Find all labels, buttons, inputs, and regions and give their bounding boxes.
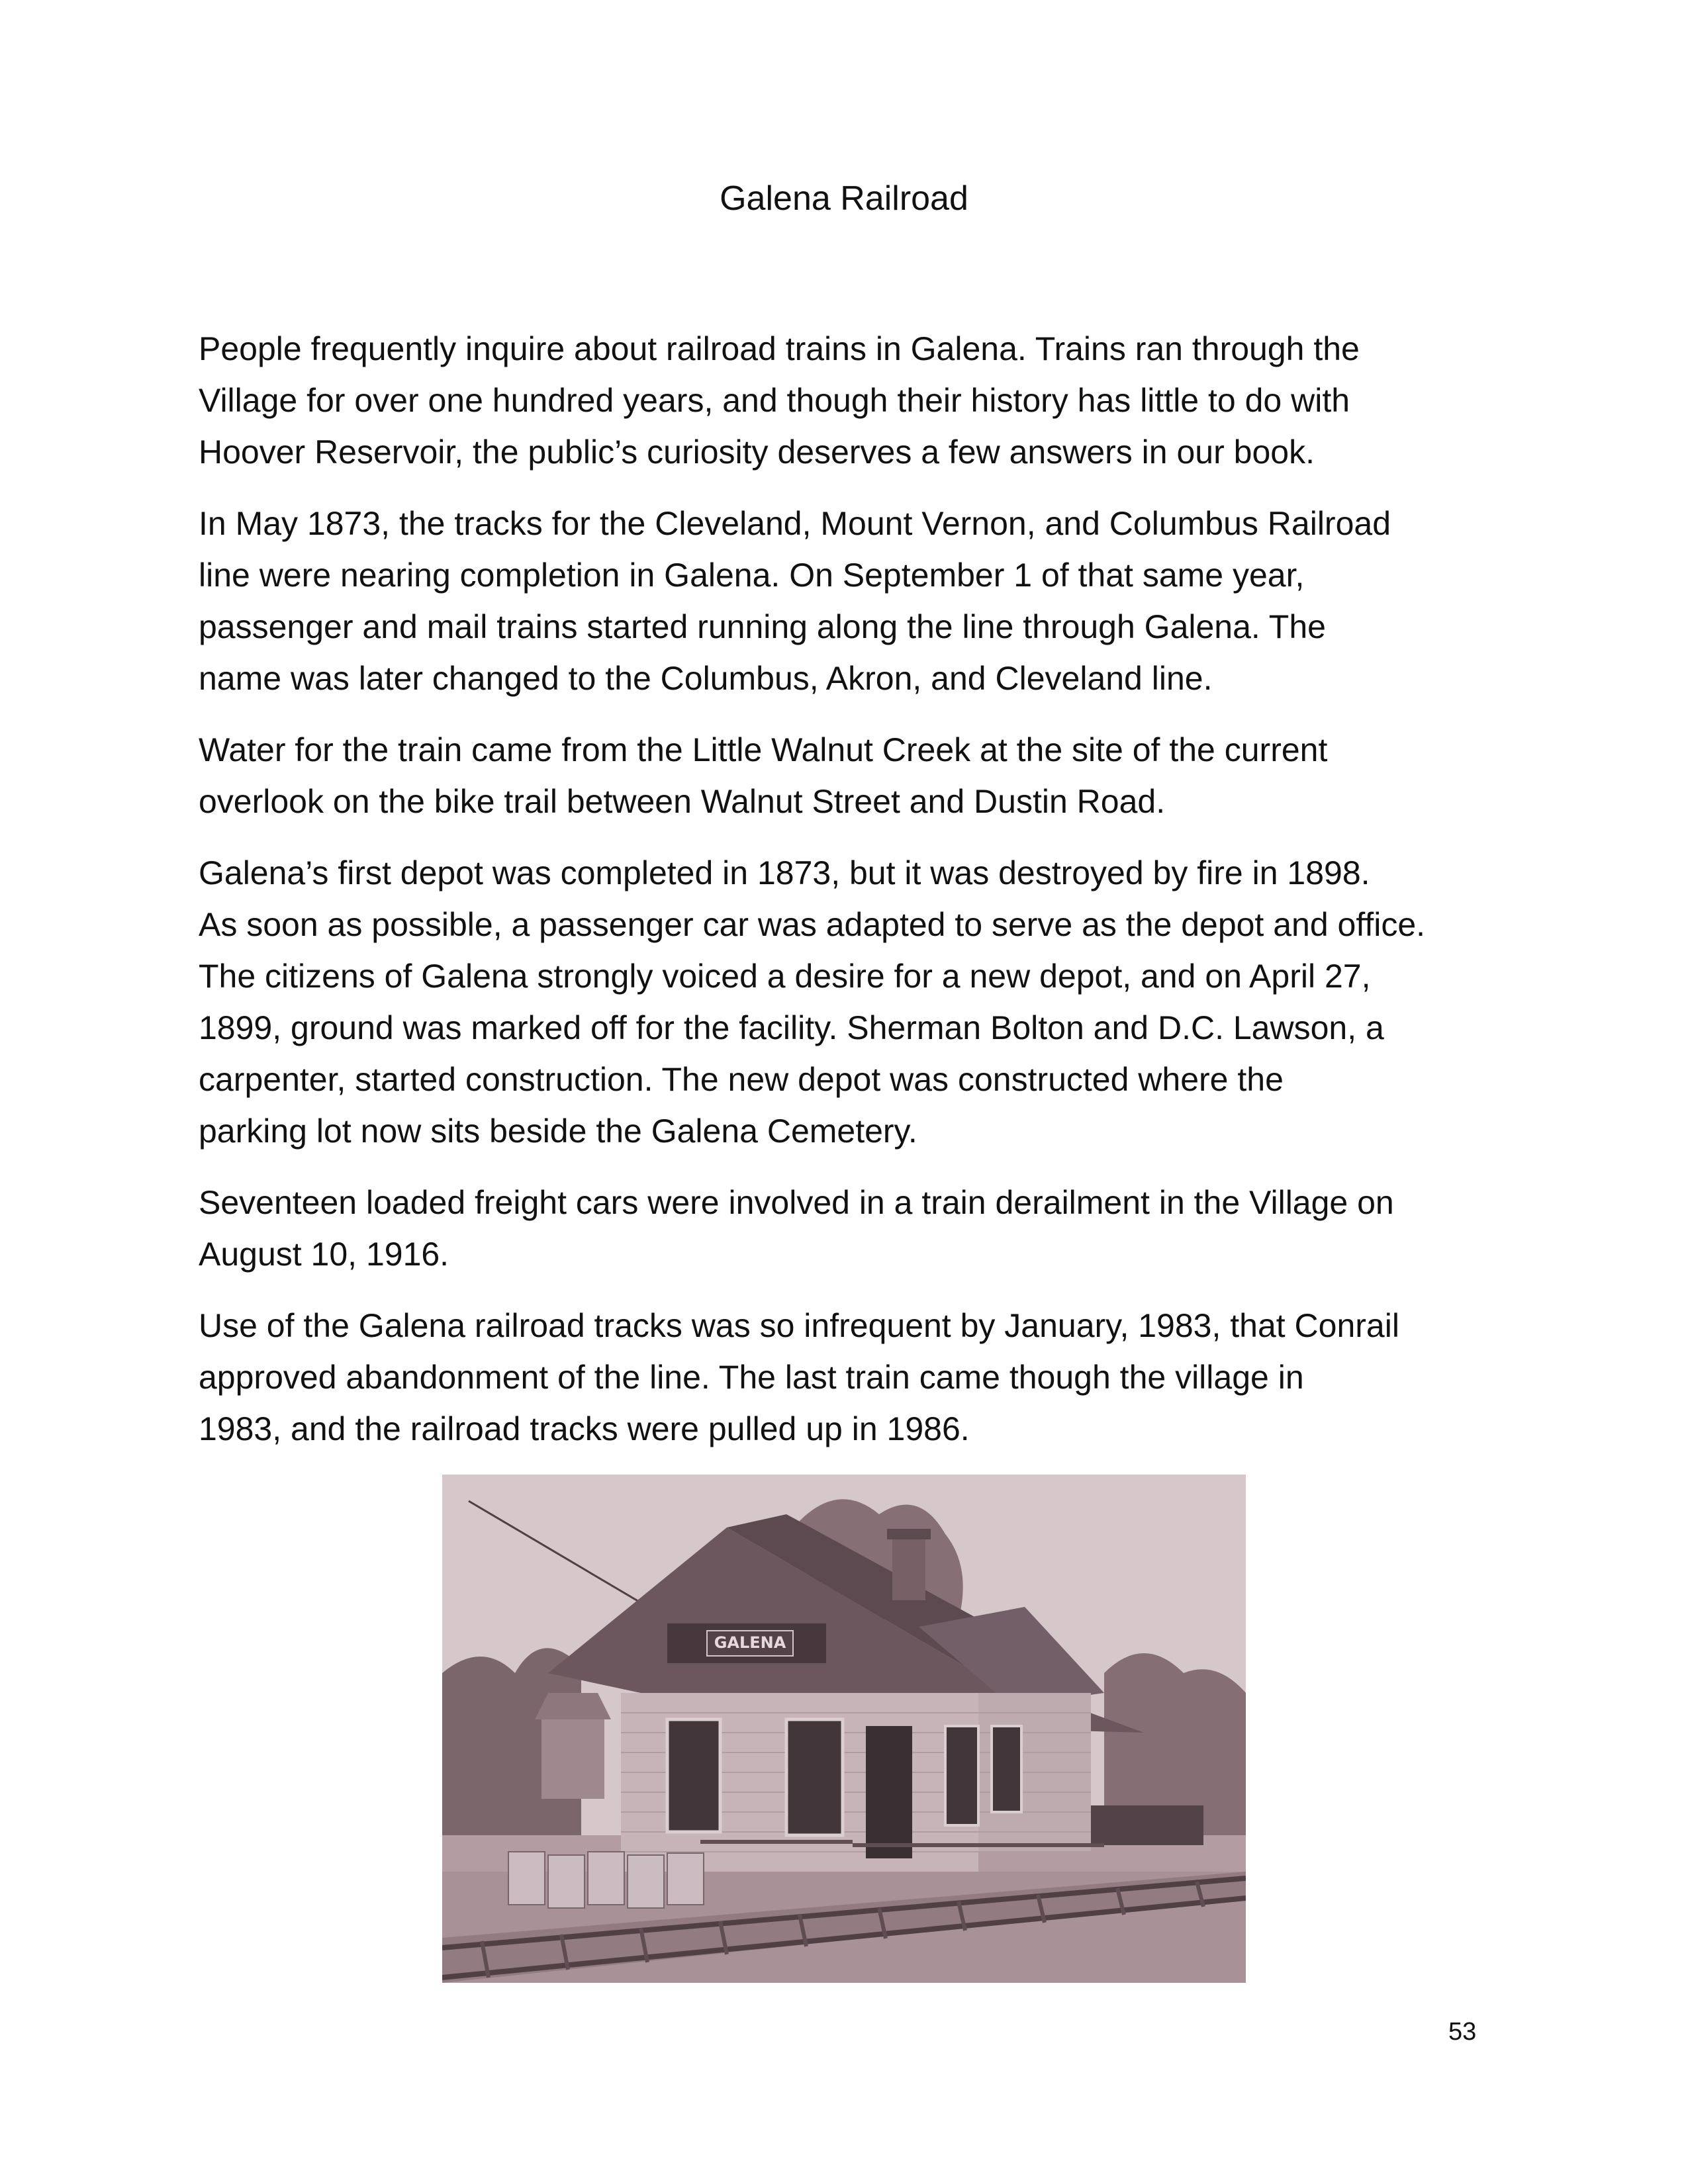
paragraph (199, 724, 1509, 827)
text-line: Seventeen loaded freight cars were involved in a train derailment in the Village on (199, 1184, 1394, 1221)
text-line: As soon as possible, a passenger car was adapted to serve as the depot and office. (199, 906, 1426, 943)
text-line: approved abandonment of the line. The last train came though the village in (199, 1359, 1304, 1396)
text-line: 1983, and the railroad tracks were pulled up in 1986. (199, 1410, 970, 1447)
text-line: In May 1873, the tracks for the Cleveland, Mount Vernon, and Columbus Railroad (199, 505, 1391, 542)
body-text (199, 323, 1509, 1475)
depot-photo (442, 1475, 1246, 1983)
page-number: 53 (1448, 2018, 1477, 2046)
text-line: Use of the Galena railroad tracks was so infrequent by January, 1983, that Conrail (199, 1307, 1399, 1344)
text-line: line were nearing completion in Galena. On September 1 of that same year, (199, 557, 1305, 594)
text-line: Water for the train came from the Little Walnut Creek at the site of the current (199, 731, 1328, 768)
page-title: Galena Railroad (720, 179, 968, 218)
text-line: passenger and mail trains started running along the line through Galena. The (199, 608, 1326, 645)
text-line: carpenter, started construction. The new depot was constructed where the (199, 1061, 1284, 1098)
text-line: Hoover Reservoir, the public’s curiosity deserves a few answers in our book. (199, 433, 1315, 471)
text-line: 1899, ground was marked off for the facility. Sherman Bolton and D.C. Lawson, a (199, 1009, 1384, 1046)
paragraph (199, 847, 1509, 1157)
text-line: People frequently inquire about railroad trains in Galena. Trains ran through the (199, 330, 1360, 367)
station-sign: GALENA (714, 1633, 786, 1652)
paragraph (199, 323, 1509, 478)
text-line: parking lot now sits beside the Galena Cemetery. (199, 1113, 917, 1150)
text-line: The citizens of Galena strongly voiced a desire for a new depot, and on April 27, (199, 958, 1371, 995)
paragraph (199, 1300, 1509, 1455)
paragraph (199, 1177, 1509, 1280)
text-line: August 10, 1916. (199, 1236, 449, 1273)
text-line: Galena’s first depot was completed in 1873, but it was destroyed by fire in 1898. (199, 854, 1370, 891)
paragraph (199, 498, 1509, 704)
depot-photo-illustration (442, 1475, 1246, 1983)
text-line: name was later changed to the Columbus, Akron, and Cleveland line. (199, 660, 1213, 697)
text-line: Village for over one hundred years, and though their history has little to do with (199, 382, 1350, 419)
text-line: overlook on the bike trail between Walnut Street and Dustin Road. (199, 783, 1166, 820)
